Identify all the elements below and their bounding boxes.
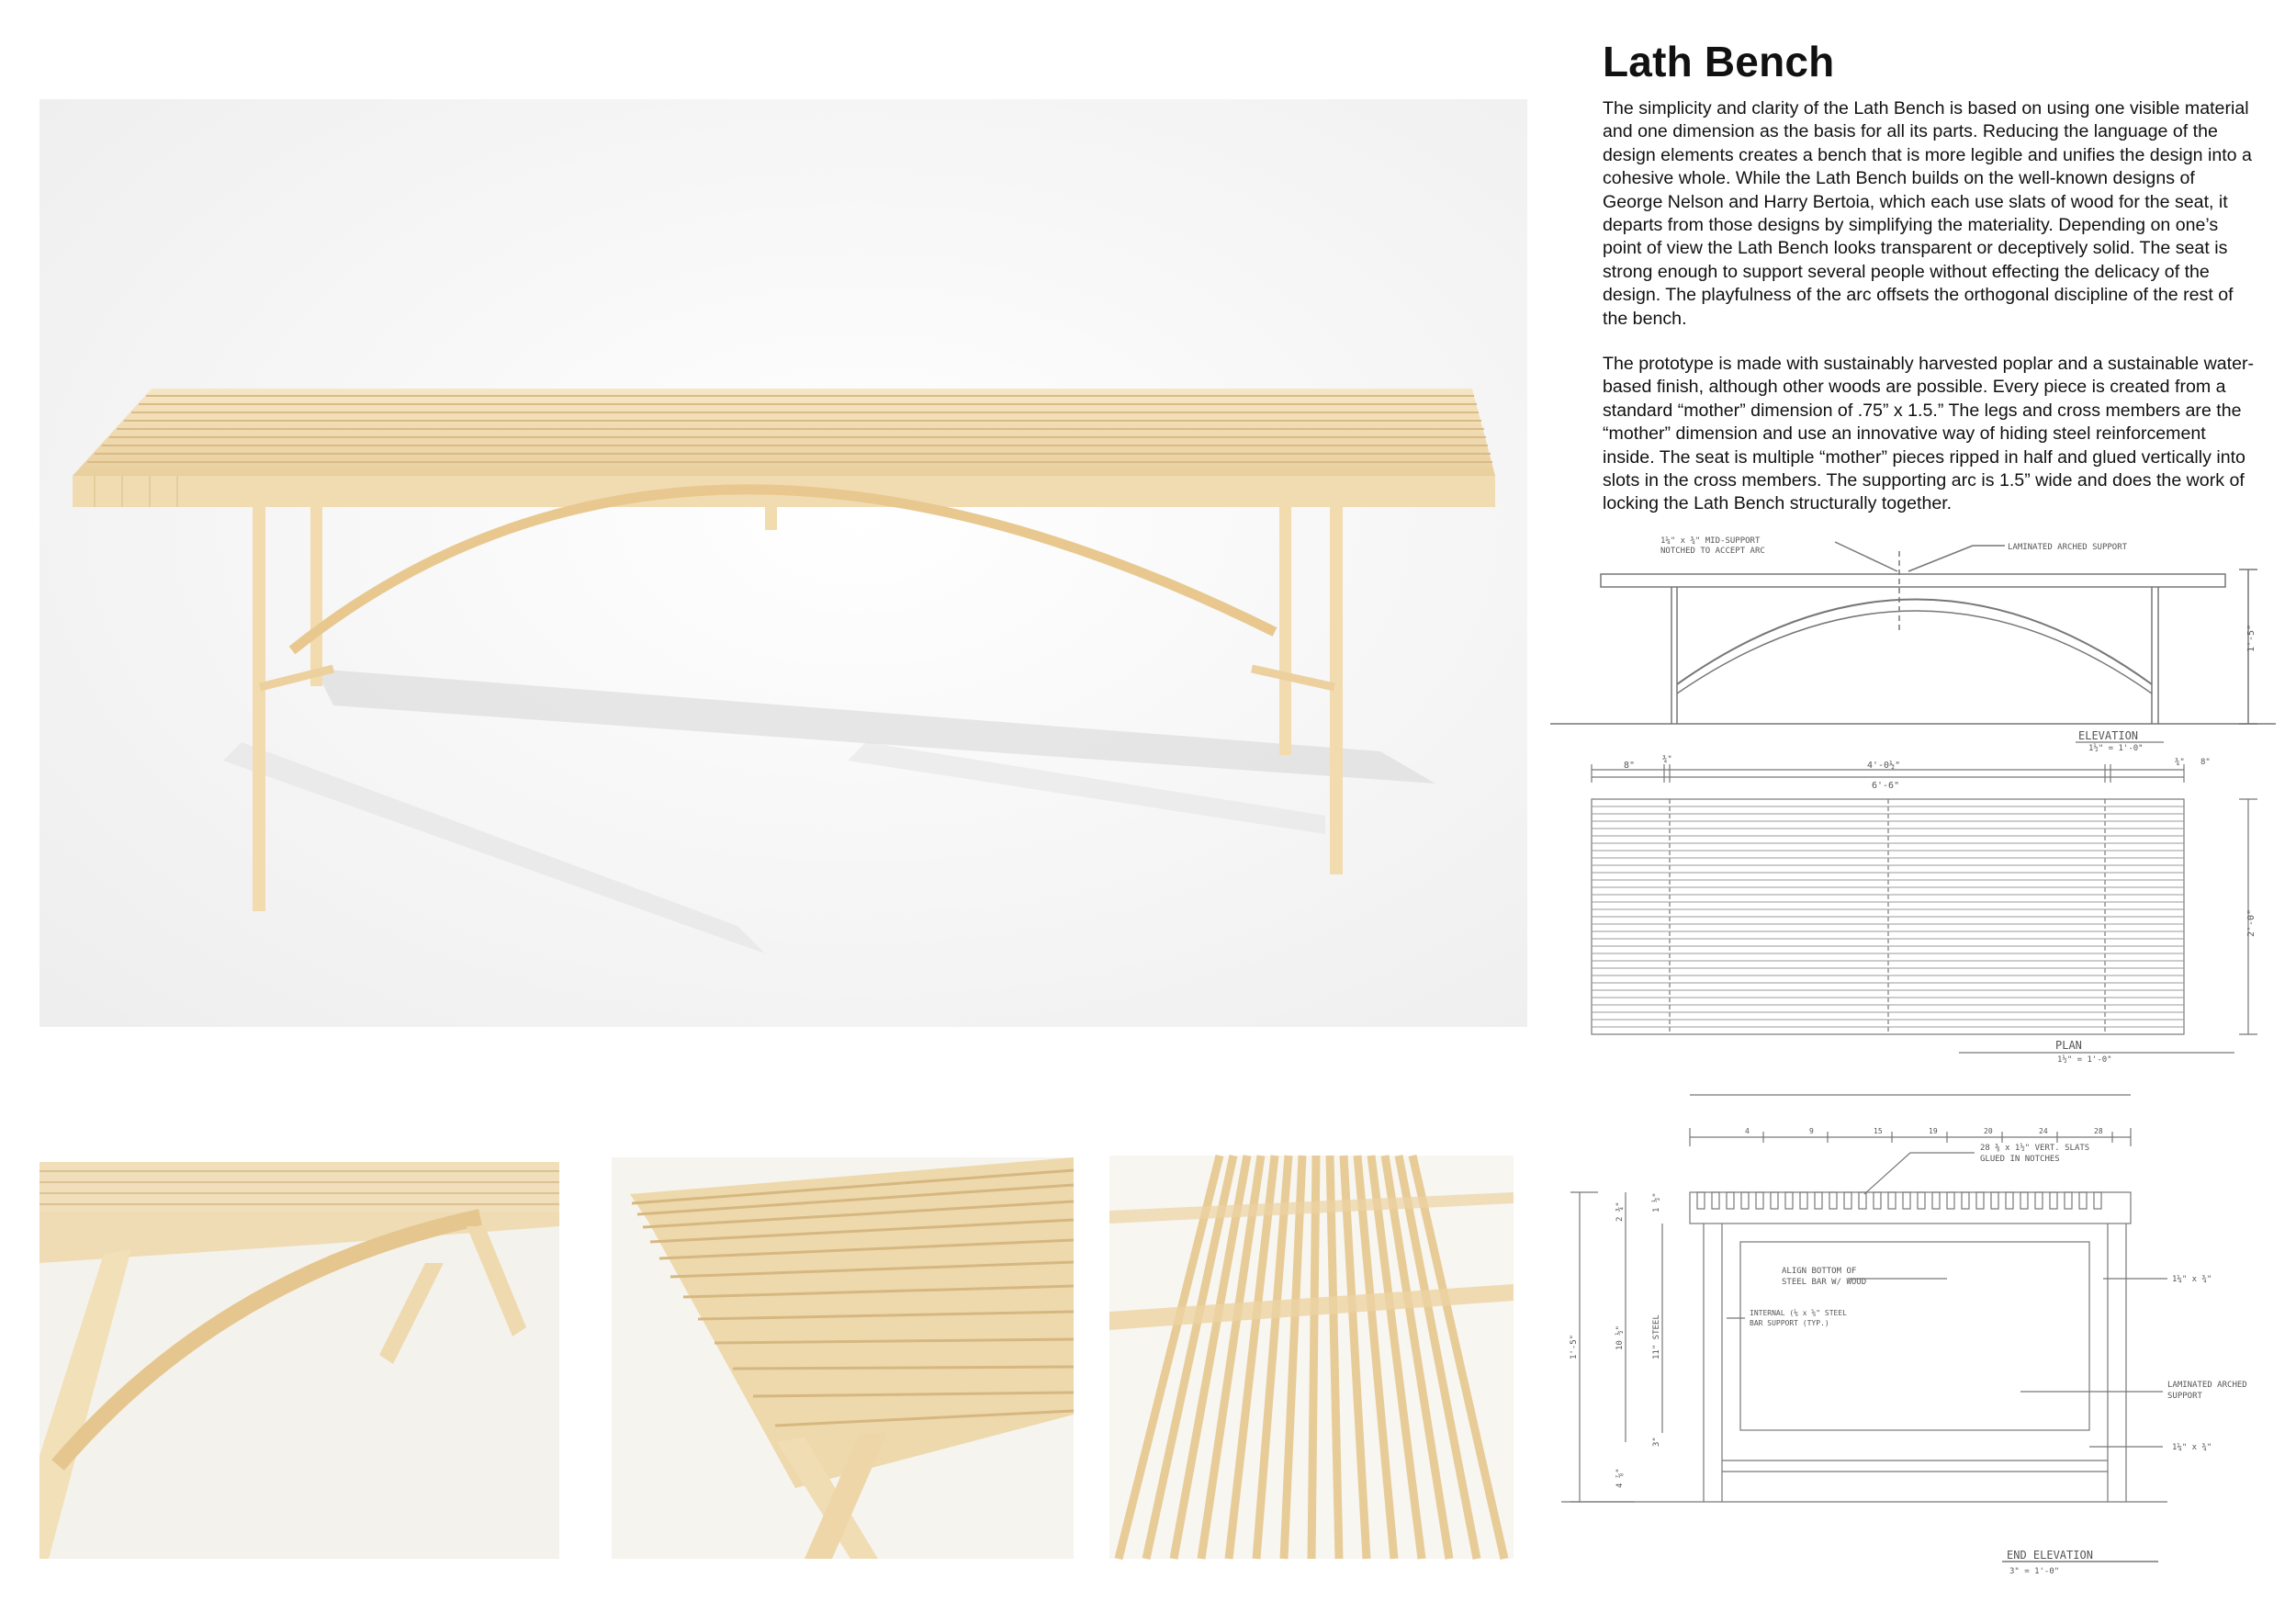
end-note-slats-2: GLUED IN NOTCHES [1980, 1155, 2060, 1164]
end-dim-height: 1'-5" [1570, 1334, 1579, 1359]
end-note-internal-1: INTERNAL (⅛ x ⅝" STEEL [1750, 1309, 1847, 1317]
end-note-member1: 1¼" x ¾" [2172, 1275, 2212, 1284]
end-tick-4: 20 [1984, 1127, 1993, 1135]
end-label: END ELEVATION [2007, 1549, 2093, 1562]
plan-depth-dim: 2'-0" [2246, 908, 2257, 937]
end-dim-2: 2 ¾" [1615, 1201, 1625, 1222]
elev-scale: 1½" = 1'-0" [2088, 744, 2144, 753]
elev-note-arch: LAMINATED ARCHED SUPPORT [2008, 543, 2128, 552]
plan-drawing [1550, 753, 2296, 1066]
elev-height-dim: 1'-5" [2246, 624, 2257, 652]
end-note-slats-1: 28 ⅜ x 1½" VERT. SLATS [1980, 1144, 2090, 1153]
plan-dim-left: 8" [1624, 761, 1636, 771]
elev-note-mid-1: 1¼" x ¾" MID-SUPPORT [1660, 536, 1761, 546]
end-tick-1: 9 [1809, 1127, 1814, 1135]
end-dim-steel: 11" STEEL [1652, 1314, 1661, 1359]
end-elevation-drawing [1561, 1084, 2296, 1589]
elev-label: ELEVATION [2078, 729, 2139, 742]
detail-photo-leg-arc [39, 1162, 559, 1559]
end-note-arch-1: LAMINATED ARCHED [2167, 1381, 2247, 1390]
end-tick-2: 15 [1874, 1127, 1883, 1135]
description-paragraph-1: The simplicity and clarity of the Lath Bench is based on using one visible material and one dimension as the basis for all its parts. Reducing the language of the design elements creates a bench that is more legible and unifies the design into a cohesive whole. While the Lath Bench builds on the well-known designs of George Nelson and Harry Bertoia, which each use slats of wood for the seat, it departs from those designs by simplifying the materiality. Depending on one’s point of view the Lath Bench looks transparent or deceptively solid. The seat is strong enough to support several people without effecting the delicacy of the design. The playfulness of the arc offsets the orthogonal discipline of the rest of the bench. [1603, 98, 2252, 329]
end-dim-4: 4 ⅞" [1615, 1468, 1625, 1488]
end-dim-10: 10 ½" [1615, 1325, 1625, 1350]
end-note-align-1: ALIGN BOTTOM OF [1782, 1267, 1857, 1276]
description-paragraph-2: The prototype is made with sustainably harvested poplar and a sustainable water-based finish, although other woods are possible. Every piece is created from a standard “mother” dimension of .75” x 1.5.” The legs and cross members are the “mother” dimension and use an innovative way of hiding steel reinforcement inside. The seat is multiple “mother” pieces ripped in half and glued vertically into slots in the cross members. The supporting arc is 1.5” wide and does the work of locking the Lath Bench structurally together. [1603, 354, 2255, 514]
page-title: Lath Bench [1603, 38, 1835, 85]
end-note-member2: 1¼" x ¾" [2172, 1443, 2212, 1452]
end-dim-1: 1 ½" [1652, 1192, 1661, 1212]
end-tick-5: 24 [2039, 1127, 2048, 1135]
plan-dim-total: 6'-6" [1872, 781, 1900, 791]
end-tick-6: 28 [2094, 1127, 2103, 1135]
detail-photo-seat-corner [612, 1157, 1074, 1559]
end-note-internal-2: BAR SUPPORT (TYP.) [1750, 1319, 1829, 1327]
end-tick-0: 4 [1745, 1127, 1750, 1135]
plan-dim-small: ¾" [1662, 755, 1672, 764]
plan-dim-mid: 4'-0½" [1867, 761, 1901, 771]
plan-scale: 1½" = 1'-0" [2057, 1055, 2112, 1065]
plan-label: PLAN [2055, 1039, 2082, 1052]
end-tick-3: 19 [1929, 1127, 1938, 1135]
elev-dim-r2: 8" [2200, 758, 2211, 767]
end-dim-3: 3" [1652, 1437, 1661, 1447]
end-note-align-2: STEEL BAR W/ WOOD [1782, 1278, 1867, 1287]
end-scale: 3" = 1'-0" [2009, 1567, 2060, 1576]
detail-photo-slats-top [1109, 1156, 1514, 1559]
elev-note-mid-2: NOTCHED TO ACCEPT ARC [1660, 547, 1765, 556]
hero-bench-photo [39, 99, 1527, 1027]
end-note-arch-2: SUPPORT [2167, 1392, 2202, 1401]
elev-dim-r1: ¾" [2175, 758, 2185, 767]
